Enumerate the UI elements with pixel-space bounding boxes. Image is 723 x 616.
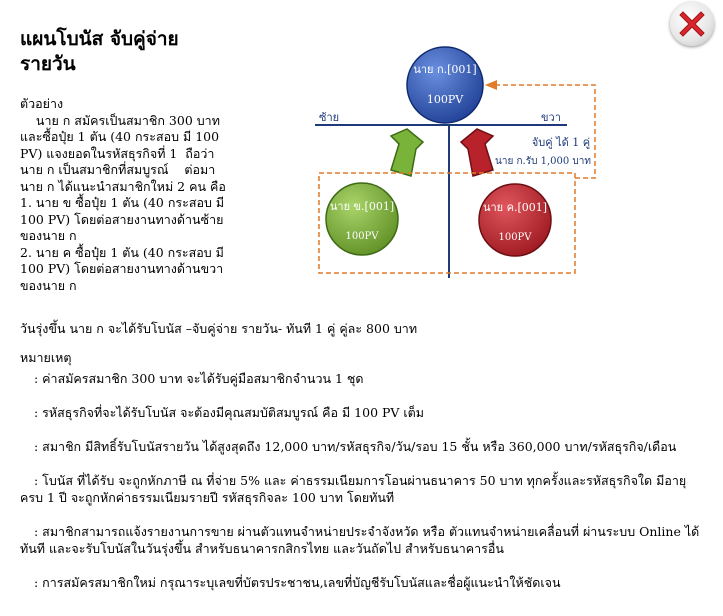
close-button[interactable] [670,2,714,46]
note-item: : ค่าสมัครสมาชิก 300 บาท จะได้รับคู่มือสมาชิกจำนวน 1 ชุด [34,371,364,386]
pair-label: จับคู่ ได้ 1 คู่ [531,136,591,149]
example-item-2: 2. นาย ค ซื้อปุ๋ย 1 ตัน (40 กระสอบ มี 100 PV) โดยต่อสายงานทางด้านขวา ของนาย ก [20,244,224,293]
note-item: : สมาชิกสามารถแจ้งรายงานการขาย ผ่านตัวแทนจำหน่ายประจำจังหวัด หรือ ตัวแทนจำหน่ายเคลื่อนที่ ผ่านระบบ Online ได้ทันที และจะรับโบนัสในวันรุ่งขึ้น สำหรับธนาคารกสิกรไทย และวันถัดไป สำหรับธนาคารอื่น [20,524,700,556]
page-title-line-2: รายวัน [20,53,76,75]
node-top-pv: 100PV [426,93,464,106]
notes-section [20,349,710,608]
node-left [326,183,398,255]
node-top [407,47,483,123]
binary-pairing-diagram [305,28,605,283]
example-intro: นาย ก สมัครเป็นสมาชิก 300 บาท และซื้อปุ๋ย 1 ตัน (40 กระสอบ มี 100 PV) แจงยอดในรหัสธุรกิจที่ 1 ถือว่า นาย ก เป็นสมาชิกที่สมบูรณ์ ต่อมา นาย ก ได้แนะนำสมาชิกใหม่ 2 คน คือ [20,112,226,194]
receive-label: นาย ก.รับ 1,000 บาท [495,156,591,167]
left-arrow-icon [391,129,423,176]
example-item-1: 1. นาย ข ซื้อปุ๋ย 1 ตัน (40 กระสอบ มี 100 PV) โดยต่อสายงานทางด้านซ้าย ของนาย ก [20,195,225,243]
node-left-name: นาย ข.[001] [329,200,395,213]
note-item: : โบนัส ที่ได้รับ จะถูกหักภาษี ณ ที่จ่าย 5% และ ค่าธรรมเนียมการโอนผ่านธนาคาร 50 บาท ทุกครั้งและรหัสธุรกิจใด มีอายุ ครบ 1 ปี จะถูกหักค่าธรรมเนียมรายปี รหัสธุรกิจละ 100 บาท โดยทันที [20,473,687,505]
node-right [479,184,551,256]
note-item: : รหัสธุรกิจที่จะได้รับโบนัส จะต้องมีคุณสมบัติสมบูรณ์ คือ มี 100 PV เต็ม [34,405,425,420]
notes-heading: หมายเหตุ [20,350,72,365]
example-heading: ตัวอย่าง [20,96,64,111]
node-top-name: นาย ก.[001] [413,63,477,76]
example-section [20,96,235,294]
left-side-label: ซ้าย [319,111,340,124]
right-side-label: ขวา [541,111,561,124]
notes-list [20,370,710,591]
note-item: : สมาชิก มีสิทธิ์รับโบนัสรายวัน ได้สูงสุดถึง 12,000 บาท/รหัสธุรกิจ/วัน/รอบ 15 ชั้น หรือ 360,000 บาท/รหัสธุรกิจ/เดือน [34,439,677,454]
node-right-pv: 100PV [498,232,532,243]
close-icon [677,9,707,39]
note-item: : การสมัครสมาชิกใหม่ กรุณาระบุเลขที่บัตรประชาชน,เลขที่บัญชีรับโบนัสและชื่อผู้แนะนำให้ชัดเจน [34,575,561,590]
page-title [20,27,179,77]
page-title-line-1: แผนโบนัส จับคู่จ่าย [20,28,179,50]
right-arrow-icon [461,129,493,176]
example-summary: วันรุ่งขึ้น นาย ก จะได้รับโบนัส –จับคู่จ่าย รายวัน- ทันที 1 คู่ คู่ละ 800 บาท [20,321,418,336]
pair-return-arrow-icon [485,80,497,90]
node-right-name: นาย ค.[001] [482,201,548,214]
node-left-pv: 100PV [345,231,379,242]
